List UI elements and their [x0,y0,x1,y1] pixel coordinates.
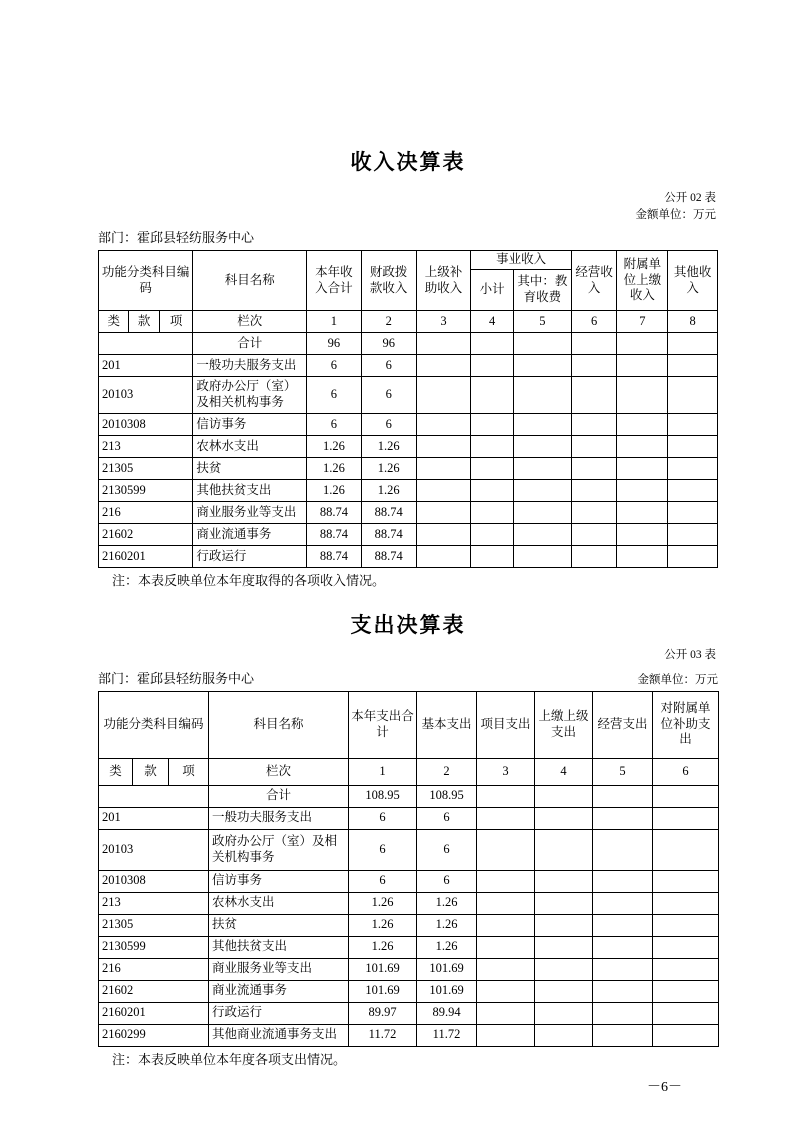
table-row [99,892,719,914]
income-header-subtotal: 小计 [471,269,514,310]
income-row-code: 2160201 [99,545,193,567]
income-row-v3 [416,457,471,479]
table-row [99,914,719,936]
expenditure-row-v1: 89.97 [349,1002,417,1024]
income-row-v3 [416,376,471,413]
income-row-v8 [668,435,718,457]
expenditure-row-v4 [535,1024,593,1046]
page-number: －6－ [647,1079,682,1095]
income-row-v1: 6 [307,376,362,413]
expenditure-colnum-2: 2 [417,758,477,785]
table-row [99,958,719,980]
income-total-4 [471,332,514,354]
income-header-subordinate: 附属单位上缴收入 [617,251,668,311]
expenditure-table-section [98,609,718,1096]
income-row-code: 216 [99,501,193,523]
expenditure-row-v1: 1.26 [349,914,417,936]
income-row-v2: 6 [361,413,416,435]
income-header-business-group: 事业收入 [471,251,571,270]
expenditure-row-v3 [477,980,535,1002]
expenditure-row-v1: 1.26 [349,936,417,958]
income-row-v2: 1.26 [361,457,416,479]
income-total-code [99,332,193,354]
expenditure-row-v2: 6 [417,870,477,892]
income-header-class: 类 [99,310,129,332]
expenditure-row-v4 [535,1002,593,1024]
income-row-v7 [617,376,668,413]
income-table-section [98,130,718,589]
table-row [99,980,719,1002]
income-header-fiscal: 财政拨款收入 [361,251,416,311]
expenditure-row-v6 [653,958,719,980]
income-unit-label: 金额单位：万元 [635,208,716,221]
income-row-v1: 88.74 [307,523,362,545]
income-row-v3 [416,435,471,457]
income-table [98,250,718,568]
expenditure-row-code: 2010308 [99,870,209,892]
table-row [99,354,718,376]
table-row [99,435,718,457]
expenditure-row-v5 [593,958,653,980]
income-row-v3 [416,501,471,523]
expenditure-header-operating: 经营支出 [593,691,653,758]
expenditure-total-5 [593,785,653,807]
expenditure-total-3 [477,785,535,807]
expenditure-row-v2: 1.26 [417,936,477,958]
income-row-v7 [617,479,668,501]
expenditure-row-v5 [593,980,653,1002]
income-row-v6 [571,457,617,479]
income-row-v7 [617,523,668,545]
expenditure-header-name: 科目名称 [209,691,349,758]
income-row-v2: 1.26 [361,435,416,457]
expenditure-row-v4 [535,914,593,936]
income-row-v4 [471,501,514,523]
expenditure-total-2: 108.95 [417,785,477,807]
income-row-v4 [471,523,514,545]
income-header-total: 本年收入合计 [307,251,362,311]
income-row-v4 [471,435,514,457]
income-row-code: 2130599 [99,479,193,501]
income-row-v5 [513,501,571,523]
table-row [99,501,718,523]
expenditure-table [98,691,719,1047]
income-row-v6 [571,501,617,523]
table-header-row [99,691,719,758]
expenditure-row-v3 [477,807,535,829]
income-dept-line: 部门：霍邱县轻纺服务中心 [98,230,255,246]
expenditure-row-v2: 89.94 [417,1002,477,1024]
income-row-v6 [571,435,617,457]
income-colnum-5: 5 [513,310,571,332]
expenditure-row-v4 [535,892,593,914]
expenditure-colnum-3: 3 [477,758,535,785]
expenditure-total-1: 108.95 [349,785,417,807]
table-header-row [99,251,718,270]
income-row-v1: 6 [307,354,362,376]
expenditure-row-v5 [593,1002,653,1024]
income-header-code: 功能分类科目编码 [99,251,193,311]
income-row-v7 [617,501,668,523]
expenditure-header-code: 功能分类科目编码 [99,691,209,758]
table-row [99,457,718,479]
expenditure-table-note: 注：本表反映单位本年度各项支出情况。 [112,1051,347,1067]
expenditure-header-class: 类 [99,758,133,785]
table-total-row [99,332,718,354]
income-row-v1: 1.26 [307,435,362,457]
expenditure-row-v5 [593,936,653,958]
income-row-v8 [668,376,718,413]
income-row-code: 21602 [99,523,193,545]
expenditure-row-v3 [477,829,535,870]
income-colnum-8: 8 [668,310,718,332]
income-row-name: 其他扶贫支出 [193,479,307,501]
income-row-v4 [471,413,514,435]
income-row-name: 扶贫 [193,457,307,479]
income-header-superior: 上级补助收入 [416,251,471,311]
income-row-v8 [668,479,718,501]
expenditure-row-v1: 101.69 [349,958,417,980]
income-row-v5 [513,376,571,413]
table-row [99,376,718,413]
income-table-meta [98,190,718,223]
expenditure-row-v6 [653,914,719,936]
expenditure-row-v5 [593,829,653,870]
income-row-v3 [416,479,471,501]
expenditure-row-v2: 11.72 [417,1024,477,1046]
expenditure-row-v5 [593,807,653,829]
income-row-v3 [416,413,471,435]
income-row-v5 [513,354,571,376]
expenditure-row-v4 [535,958,593,980]
expenditure-row-v6 [653,936,719,958]
expenditure-header-item: 项 [169,758,209,785]
expenditure-total-6 [653,785,719,807]
table-row [99,479,718,501]
income-colnum-2: 2 [361,310,416,332]
table-row [99,870,719,892]
expenditure-total-code [99,785,209,807]
income-row-v1: 88.74 [307,501,362,523]
income-header-item: 项 [159,310,193,332]
expenditure-row-v1: 6 [349,807,417,829]
income-row-v5 [513,523,571,545]
expenditure-row-v4 [535,870,593,892]
income-row-v5 [513,479,571,501]
income-row-v6 [571,413,617,435]
expenditure-row-v1: 11.72 [349,1024,417,1046]
expenditure-row-v1: 101.69 [349,980,417,1002]
expenditure-row-v3 [477,914,535,936]
page-content [98,130,718,1096]
table-row [99,523,718,545]
table-row [99,829,719,870]
income-row-name: 商业流通事务 [193,523,307,545]
table-row [99,1002,719,1024]
expenditure-row-code: 2160299 [99,1024,209,1046]
expenditure-row-v6 [653,829,719,870]
expenditure-row-v3 [477,1024,535,1046]
expenditure-row-v2: 101.69 [417,958,477,980]
income-row-v3 [416,523,471,545]
income-total-6 [571,332,617,354]
income-total-8 [668,332,718,354]
expenditure-row-v5 [593,914,653,936]
expenditure-colnum-4: 4 [535,758,593,785]
expenditure-row-name: 商业流通事务 [209,980,349,1002]
income-row-v1: 1.26 [307,457,362,479]
income-table-title: 收入决算表 [350,151,466,174]
expenditure-row-v4 [535,829,593,870]
income-row-v6 [571,523,617,545]
table-row [99,545,718,567]
income-header-name: 科目名称 [193,251,307,311]
expenditure-row-v3 [477,892,535,914]
expenditure-total-label: 合计 [209,785,349,807]
income-row-v8 [668,501,718,523]
income-row-v7 [617,435,668,457]
income-total-2: 96 [361,332,416,354]
income-row-name: 信访事务 [193,413,307,435]
income-row-v3 [416,354,471,376]
income-row-v8 [668,354,718,376]
table-colnum-row [99,310,718,332]
expenditure-header-total: 本年支出合计 [349,691,417,758]
income-total-5 [513,332,571,354]
expenditure-row-name: 商业服务业等支出 [209,958,349,980]
income-header-edu-fee: 其中：教育收费 [513,269,571,310]
table-row [99,936,719,958]
income-row-v1: 1.26 [307,479,362,501]
expenditure-row-v2: 6 [417,807,477,829]
income-row-name: 商业服务业等支出 [193,501,307,523]
expenditure-header-section: 款 [133,758,169,785]
expenditure-row-code: 216 [99,958,209,980]
expenditure-row-v6 [653,892,719,914]
expenditure-row-v2: 1.26 [417,892,477,914]
income-row-v6 [571,479,617,501]
income-row-v4 [471,479,514,501]
table-row [99,1024,719,1046]
income-total-3 [416,332,471,354]
income-row-v1: 88.74 [307,545,362,567]
income-row-v2: 6 [361,354,416,376]
income-row-v8 [668,413,718,435]
expenditure-row-v1: 6 [349,870,417,892]
expenditure-row-v4 [535,807,593,829]
expenditure-row-name: 信访事务 [209,870,349,892]
income-row-v2: 1.26 [361,479,416,501]
expenditure-dept-line: 部门：霍邱县轻纺服务中心 [98,670,255,686]
income-row-v5 [513,413,571,435]
expenditure-row-name: 政府办公厅（室）及相关机构事务 [209,829,349,870]
expenditure-row-name: 行政运行 [209,1002,349,1024]
income-row-v6 [571,545,617,567]
expenditure-row-code: 21305 [99,914,209,936]
income-row-v4 [471,545,514,567]
income-header-operating: 经营收入 [571,251,617,311]
expenditure-row-name: 其他扶贫支出 [209,936,349,958]
expenditure-row-v2: 101.69 [417,980,477,1002]
expenditure-header-subordinate-sub: 对附属单位补助支出 [653,691,719,758]
income-row-v8 [668,523,718,545]
income-row-name: 一般功夫服务支出 [193,354,307,376]
expenditure-row-name: 其他商业流通事务支出 [209,1024,349,1046]
expenditure-form-number-wrap [98,647,718,664]
income-row-name: 行政运行 [193,545,307,567]
income-row-v1: 6 [307,413,362,435]
expenditure-row-v2: 6 [417,829,477,870]
expenditure-total-4 [535,785,593,807]
expenditure-row-code: 213 [99,892,209,914]
income-row-v5 [513,435,571,457]
income-row-v5 [513,457,571,479]
expenditure-row-v5 [593,892,653,914]
income-row-v3 [416,545,471,567]
expenditure-row-v5 [593,870,653,892]
income-row-v6 [571,376,617,413]
expenditure-row-v6 [653,807,719,829]
expenditure-row-v4 [535,936,593,958]
income-row-v4 [471,354,514,376]
expenditure-row-name: 一般功夫服务支出 [209,807,349,829]
income-row-v2: 6 [361,376,416,413]
income-row-v7 [617,545,668,567]
expenditure-row-code: 2130599 [99,936,209,958]
expenditure-col-label: 栏次 [209,758,349,785]
income-row-v8 [668,545,718,567]
income-row-name: 农林水支出 [193,435,307,457]
expenditure-row-code: 21602 [99,980,209,1002]
income-row-v7 [617,354,668,376]
expenditure-row-v6 [653,870,719,892]
expenditure-row-v2: 1.26 [417,914,477,936]
expenditure-colnum-6: 6 [653,758,719,785]
expenditure-row-code: 20103 [99,829,209,870]
income-colnum-6: 6 [571,310,617,332]
income-colnum-4: 4 [471,310,514,332]
income-row-v7 [617,413,668,435]
expenditure-row-v5 [593,1024,653,1046]
table-total-row [99,785,719,807]
expenditure-row-v1: 1.26 [349,892,417,914]
income-total-label: 合计 [193,332,307,354]
expenditure-colnum-5: 5 [593,758,653,785]
expenditure-header-superior-pay: 上缴上级支出 [535,691,593,758]
expenditure-row-v3 [477,958,535,980]
expenditure-row-code: 201 [99,807,209,829]
income-col-label: 栏次 [193,310,307,332]
income-row-v2: 88.74 [361,523,416,545]
expenditure-form-number: 公开 03 表 [664,648,716,661]
income-total-7 [617,332,668,354]
income-row-v5 [513,545,571,567]
income-row-code: 213 [99,435,193,457]
expenditure-table-title: 支出决算表 [350,613,466,637]
income-row-code: 21305 [99,457,193,479]
expenditure-row-v4 [535,980,593,1002]
expenditure-dept-meta [98,664,718,691]
income-row-v6 [571,354,617,376]
income-table-note: 注：本表反映单位本年度取得的各项收入情况。 [112,572,386,588]
income-header-other: 其他收入 [668,251,718,311]
expenditure-header-basic: 基本支出 [417,691,477,758]
expenditure-row-name: 农林水支出 [209,892,349,914]
income-row-v2: 88.74 [361,501,416,523]
expenditure-row-v3 [477,1002,535,1024]
expenditure-row-v6 [653,980,719,1002]
income-row-code: 201 [99,354,193,376]
income-row-v4 [471,376,514,413]
income-row-code: 20103 [99,376,193,413]
income-row-v4 [471,457,514,479]
income-row-name: 政府办公厅（室）及相关机构事务 [193,376,307,413]
income-total-1: 96 [307,332,362,354]
income-form-number: 公开 02 表 [664,192,716,204]
table-row [99,413,718,435]
table-colnum-row [99,758,719,785]
income-colnum-3: 3 [416,310,471,332]
table-row [99,807,719,829]
expenditure-row-v6 [653,1002,719,1024]
income-row-code: 2010308 [99,413,193,435]
expenditure-header-project: 项目支出 [477,691,535,758]
income-header-section: 款 [129,310,159,332]
income-row-v8 [668,457,718,479]
expenditure-colnum-1: 1 [349,758,417,785]
expenditure-row-name: 扶贫 [209,914,349,936]
income-colnum-1: 1 [307,310,362,332]
expenditure-unit-label: 金额单位：万元 [637,673,718,686]
income-colnum-7: 7 [617,310,668,332]
income-row-v2: 88.74 [361,545,416,567]
expenditure-row-v3 [477,870,535,892]
expenditure-row-v1: 6 [349,829,417,870]
expenditure-row-code: 2160201 [99,1002,209,1024]
expenditure-row-v6 [653,1024,719,1046]
income-row-v7 [617,457,668,479]
expenditure-row-v3 [477,936,535,958]
